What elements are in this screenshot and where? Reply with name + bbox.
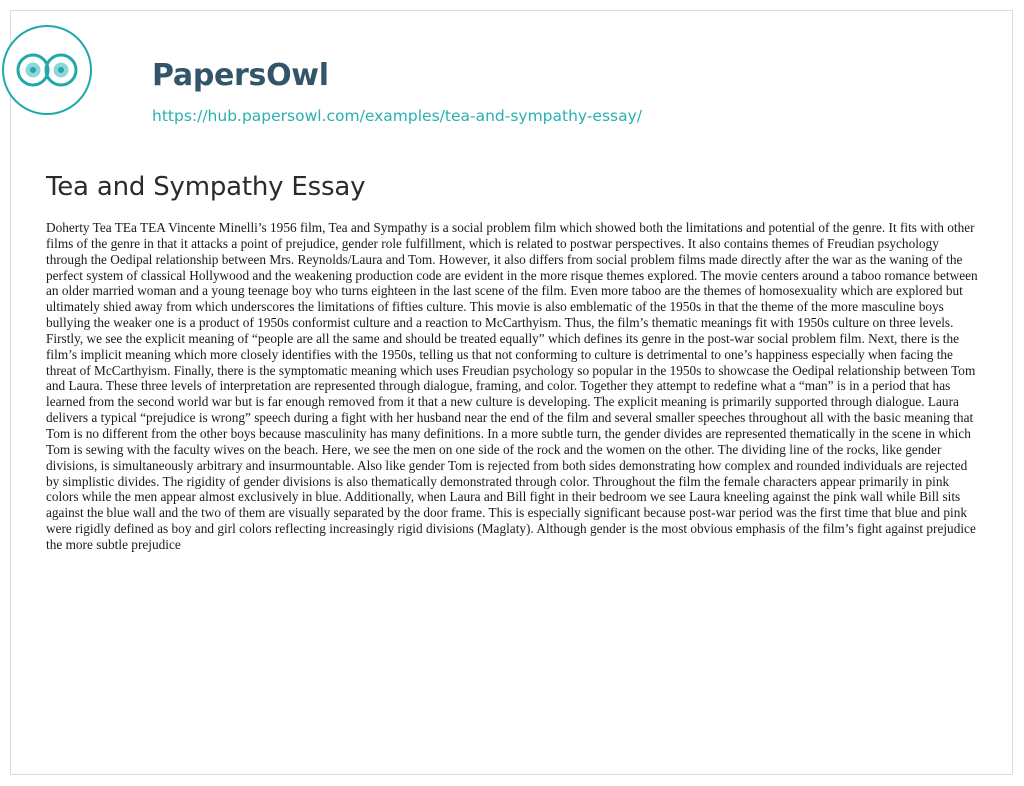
source-url-link[interactable]: https://hub.papersowl.com/examples/tea-and-sympathy-essay/ (152, 107, 642, 125)
owl-eyes-logo-icon (2, 25, 92, 115)
brand-name: PapersOwl (152, 58, 329, 93)
page-title: Tea and Sympathy Essay (46, 172, 366, 202)
essay-body: Doherty Tea TEa TEA Vincente Minelli’s 1956 film, Tea and Sympathy is a social problem film which showed both the limitations and potential of the genre. It fits with other films of the genre in that it attacks a point of prejudice, gender role fulfillment, which is related to postwar perspectives. It also contains themes of Freudian psychology through the Oedipal relationship between Mrs. Reynolds/Laura and Tom. However, it also differs from social problem films made directly after the war as the waning of the perfect system of classical Hollywood and the weakening production code are evident in the more risque themes explored. The movie centers around a taboo romance between an older married woman and a young teenage boy who turns eighteen in the last scene of the film. Even more taboo are the themes of homosexuality which are explored but ultimately shied away from which underscores the limitations of fifties culture. This movie is also emblematic of the 1950s in that the theme of the more masculine boys bullying the weaker one is a product of 1950s conformist culture and a reaction to McCarthyism. Thus, the film’s thematic meanings fit with 1950s culture on three levels. Firstly, we see the explicit meaning of “people are all the same and should be treated equally” which defines its genre in the post-war social problem film. Next, there is the film’s implicit meaning which more closely identifies with the 1950s, telling us that not conforming to culture is detrimental to one’s happiness especially when facing the threat of McCarthyism. Finally, there is the symptomatic meaning which uses Freudian psychology so popular in the 1950s to showcase the Oedipal relationship between Tom and Laura. These three levels of interpretation are represented through dialogue, framing, and color. Together they attempt to redefine what a “man” is in a period that has learned from the second world war but is far enough removed from it that a new culture is developing. The explicit meaning is primarily supported through dialogue. Laura delivers a typical “prejudice is wrong” speech during a fight with her husband near the end of the film and several smaller speeches throughout all with the basic meaning that Tom is no different from the other boys because masculinity has many definitions. In a more subtle turn, the gender divides are represented thematically in the scene in which Tom is sewing with the faculty wives on the beach. Here, we see the men on one side of the rock and the women on the other. The dividing line of the rocks, like gender divisions, is simultaneously arbitrary and insurmountable. Also like gender Tom is rejected from both sides demonstrating how complex and rounded individuals are rejected by simplistic divides. The rigidity of gender divisions is also thematically demonstrated through color. Throughout the film the female characters appear primarily in pink colors while the men appear almost exclusively in blue. Additionally, when Laura and Bill fight in their bedroom we see Laura kneeling against the pink wall while Bill sits against the blue wall and the two of them are visually separated by the door frame. This is especially significant because post-war period was the first time that blue and pink were rigidly defined as boy and girl colors reflecting increasingly rigid divisions (Maglaty). Although gender is the most obvious emphasis of the film’s fight against prejudice the more subtle prejudice (46, 220, 978, 552)
